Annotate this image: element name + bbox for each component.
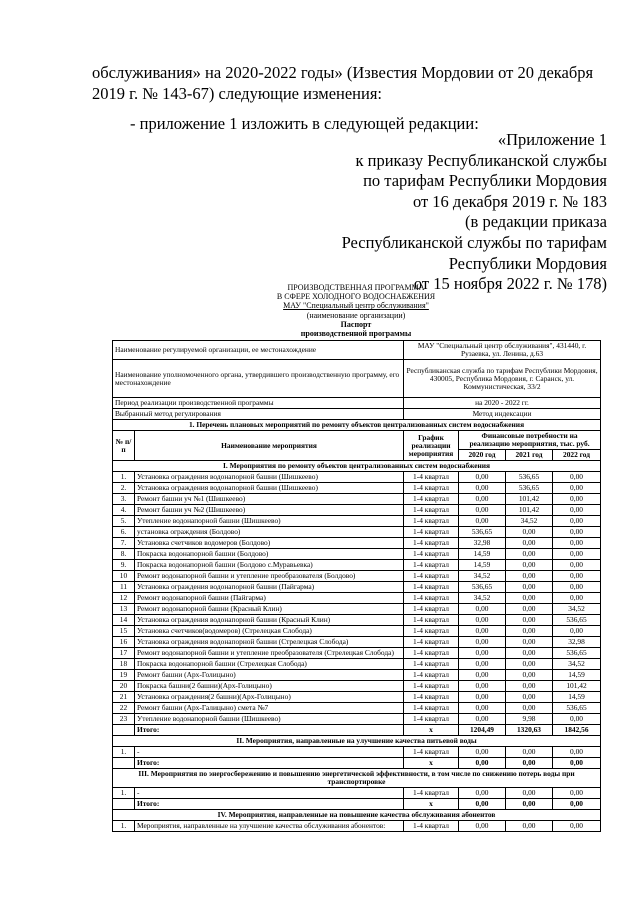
cell-activity: Итого: [135, 725, 404, 736]
cell-2022: 32,98 [553, 637, 601, 648]
subsection-title: IV. Мероприятия, направленные на повышение качества обслуживания абонентов [113, 810, 601, 821]
col-finance-header: Финансовые потребности на реализацию мероприятия, тыс. руб. [459, 431, 601, 450]
appendix-line: по тарифам Республики Мордовия [363, 171, 607, 191]
cell-2022: 0,00 [553, 505, 601, 516]
cell-2022: 0,00 [553, 483, 601, 494]
column-header-row [113, 431, 601, 450]
cell-activity: Ремонт водонапорной башни и утепление преобразователя (Стрелецкая Слобода) [135, 648, 404, 659]
cell-2020: 536,65 [459, 582, 506, 593]
cell-2021: 0,00 [506, 637, 553, 648]
cell-activity: - [135, 788, 404, 799]
cell-2020: 0,00 [459, 483, 506, 494]
cell-2020: 0,00 [459, 637, 506, 648]
cell-2021: 0,00 [506, 681, 553, 692]
cell-activity: Покраска башни(2 башни)(Арх-Голицыно) [135, 681, 404, 692]
appendix-line: Республиканской службы по тарифам [341, 232, 607, 252]
cell-2022: 0,00 [553, 821, 601, 832]
cell-2022: 0,00 [553, 549, 601, 560]
cell-schedule: 1-4 квартал [404, 538, 459, 549]
cell-2020: 0,00 [459, 692, 506, 703]
cell-schedule: 1-4 квартал [404, 714, 459, 725]
cell-schedule: 1-4 квартал [404, 659, 459, 670]
cell-activity: Итого: [135, 799, 404, 810]
subsection-heading [113, 736, 601, 747]
cell-schedule: 1-4 квартал [404, 615, 459, 626]
cell-2020: 0,00 [459, 516, 506, 527]
cell-activity: Покраска водонапорной башни (Болдово) [135, 549, 404, 560]
cell-2020: 34,52 [459, 593, 506, 604]
cell-schedule: 1-4 квартал [404, 788, 459, 799]
program-table [112, 340, 601, 832]
passport-label: Период реализации производственной программы [113, 398, 404, 409]
cell-num: 3. [113, 494, 135, 505]
cell-2021: 0,00 [506, 659, 553, 670]
cell-2021: 0,00 [506, 648, 553, 659]
cell-activity: Ремонт водонапорной башни (Красный Клин) [135, 604, 404, 615]
cell-2021: 536,65 [506, 483, 553, 494]
cell-activity: Установка ограждения водонапорной башни (Пайгарма) [135, 582, 404, 593]
cell-2022: 536,65 [553, 648, 601, 659]
cell-2020: 0,00 [459, 626, 506, 637]
appendix-line: «Приложение 1 [497, 130, 607, 149]
cell-2022: 34,52 [553, 604, 601, 615]
col-year-2022: 2022 год [553, 450, 601, 461]
cell-activity: Мероприятия, направленные на улучшение качества обслуживания абонентов: [135, 821, 404, 832]
cell-activity: Итого: [135, 758, 404, 769]
total-row [113, 725, 601, 736]
table-row [113, 472, 601, 483]
cell-2020: 0,00 [459, 505, 506, 516]
cell-schedule: 1-4 квартал [404, 681, 459, 692]
cell-num: 1. [113, 472, 135, 483]
cell-num: 1. [113, 821, 135, 832]
cell-activity: Ремонт водонапорной башни (Пайгарма) [135, 593, 404, 604]
cell-2021: 0,00 [506, 692, 553, 703]
appendix-line: (в редакции приказа [465, 212, 607, 232]
subsection-heading [113, 810, 601, 821]
cell-2021: 0,00 [506, 615, 553, 626]
passport-value: на 2020 - 2022 гг. [404, 398, 601, 409]
cell-activity: Установка ограждения водонапорной башни (Шишкеево) [135, 483, 404, 494]
cell-2020: 14,59 [459, 549, 506, 560]
col-year-2021: 2021 год [506, 450, 553, 461]
cell-schedule: 1-4 квартал [404, 670, 459, 681]
table-row [113, 505, 601, 516]
cell-2022: 0,00 [553, 582, 601, 593]
cell-activity: Установка ограждения(2 башни)(Арх-Голицыно) [135, 692, 404, 703]
cell-2022: 101,42 [553, 681, 601, 692]
cell-num [113, 799, 135, 810]
cell-num: 1. [113, 788, 135, 799]
intro-paragraph [92, 62, 607, 104]
cell-num: 5. [113, 516, 135, 527]
col-num-header: № п/п [113, 431, 135, 461]
table-row [113, 703, 601, 714]
table-row [113, 538, 601, 549]
cell-2021: 34,52 [506, 516, 553, 527]
cell-2021: 0,00 [506, 604, 553, 615]
passport-row [113, 409, 601, 420]
cell-2020: 0,00 [459, 714, 506, 725]
cell-2022: 34,52 [553, 659, 601, 670]
cell-num [113, 725, 135, 736]
cell-activity: Установка ограждения водонапорной башни (Шишкеево) [135, 472, 404, 483]
table-row [113, 593, 601, 604]
cell-num: 13 [113, 604, 135, 615]
table-row [113, 483, 601, 494]
cell-num: 12 [113, 593, 135, 604]
cell-num: 4. [113, 505, 135, 516]
cell-2020: 0,00 [459, 659, 506, 670]
cell-schedule: 1-4 квартал [404, 593, 459, 604]
table-row [113, 626, 601, 637]
cell-2022: 0,00 [553, 527, 601, 538]
appendix-reference [342, 130, 607, 295]
cell-2021: 0,00 [506, 703, 553, 714]
cell-schedule: 1-4 квартал [404, 527, 459, 538]
cell-2022: 0,00 [553, 472, 601, 483]
cell-2020: 0,00 [459, 604, 506, 615]
cell-2021: 0,00 [506, 582, 553, 593]
cell-num: 14 [113, 615, 135, 626]
cell-2021: 0,00 [506, 571, 553, 582]
appendix-line: от 16 декабря 2019 г. № 183 [412, 191, 607, 211]
cell-2020: 0,00 [459, 615, 506, 626]
cell-2021: 0,00 [506, 821, 553, 832]
passport-label: Наименование регулируемой организации, ее местонахождение [113, 341, 404, 360]
cell-2022: 0,00 [553, 626, 601, 637]
cell-activity: Установка счетчиков(водомеров) (Стрелецкая Слобода) [135, 626, 404, 637]
cell-schedule: 1-4 квартал [404, 516, 459, 527]
cell-schedule: 1-4 квартал [404, 483, 459, 494]
table-row [113, 516, 601, 527]
cell-num: 15 [113, 626, 135, 637]
cell-2020: 34,52 [459, 571, 506, 582]
table-row [113, 527, 601, 538]
cell-activity: Ремонт водонапорной башни и утепление преобразователя (Болдово) [135, 571, 404, 582]
passport-label: Выбранный метод регулирования [113, 409, 404, 420]
cell-2021: 0,00 [506, 799, 553, 810]
table-row [113, 615, 601, 626]
cell-num: 2. [113, 483, 135, 494]
cell-activity: Ремонт башни (Арх-Галицыно) смета №7 [135, 703, 404, 714]
cell-2022: 536,65 [553, 703, 601, 714]
cell-2020: 0,00 [459, 799, 506, 810]
cell-schedule: х [404, 758, 459, 769]
section-title: 1. Перечень плановых мероприятий по ремонту объектов централизованных систем водоснабжения [113, 420, 601, 431]
cell-2021: 101,42 [506, 494, 553, 505]
cell-num: 21 [113, 692, 135, 703]
cell-schedule: 1-4 квартал [404, 472, 459, 483]
cell-2021: 0,00 [506, 560, 553, 571]
cell-2022: 536,65 [553, 615, 601, 626]
appendix-line: к приказу Республиканской службы [355, 150, 607, 170]
cell-num: 16 [113, 637, 135, 648]
cell-2020: 0,00 [459, 821, 506, 832]
table-row [113, 637, 601, 648]
passport-row [113, 360, 601, 398]
cell-num: 19 [113, 670, 135, 681]
cell-2020: 14,59 [459, 560, 506, 571]
cell-num [113, 758, 135, 769]
total-row [113, 758, 601, 769]
cell-schedule: 1-4 квартал [404, 821, 459, 832]
cell-2020: 0,00 [459, 472, 506, 483]
passport-row [113, 341, 601, 360]
section-heading [113, 420, 601, 431]
cell-schedule: 1-4 квартал [404, 747, 459, 758]
cell-activity: Утепление водонапорной башни (Шишкеево) [135, 516, 404, 527]
table-row [113, 571, 601, 582]
cell-2020: 0,00 [459, 648, 506, 659]
cell-schedule: 1-4 квартал [404, 604, 459, 615]
cell-schedule: 1-4 квартал [404, 494, 459, 505]
table-row [113, 692, 601, 703]
cell-2022: 0,00 [553, 571, 601, 582]
cell-activity: установка ограждения (Болдово) [135, 527, 404, 538]
cell-2022: 0,00 [553, 538, 601, 549]
cell-2020: 0,00 [459, 758, 506, 769]
cell-2022: 0,00 [553, 593, 601, 604]
cell-2020: 1204,49 [459, 725, 506, 736]
cell-2022: 0,00 [553, 747, 601, 758]
intro-line: обслуживания» на 2020-2022 годы» (Известия Мордовии от 20 декабря 2019 г. № 143-67) следующие изменения: [92, 63, 594, 103]
cell-2020: 0,00 [459, 747, 506, 758]
cell-2022: 0,00 [553, 714, 601, 725]
cell-2021: 0,00 [506, 670, 553, 681]
program-sphere: В СФЕРЕ ХОЛОДНОГО ВОДОСНАБЖЕНИЯ [276, 292, 436, 302]
cell-2021: 0,00 [506, 758, 553, 769]
appendix-line: от 15 ноября 2022 г. № 178) [413, 274, 607, 294]
cell-schedule: 1-4 квартал [404, 549, 459, 560]
cell-2020: 0,00 [459, 494, 506, 505]
cell-2021: 0,00 [506, 747, 553, 758]
cell-2021: 536,65 [506, 472, 553, 483]
cell-activity: Ремонт башни (Арх-Голицыно) [135, 670, 404, 681]
cell-2022: 14,59 [553, 692, 601, 703]
cell-schedule: х [404, 799, 459, 810]
table-row [113, 714, 601, 725]
cell-2020: 32,98 [459, 538, 506, 549]
cell-2021: 1320,63 [506, 725, 553, 736]
passport-value: Республиканская служба по тарифам Республики Мордовия, 430005, Республика Мордовия, г. Саранск, ул. Коммунистическая, 33/2 [404, 360, 601, 398]
organization-name: МАУ "Специальный центр обслуживания" [283, 301, 429, 311]
cell-2020: 0,00 [459, 703, 506, 714]
col-schedule-header: График реализации мероприятия [404, 431, 459, 461]
col-name-header: Наименование мероприятия [135, 431, 404, 461]
cell-schedule: 1-4 квартал [404, 560, 459, 571]
cell-activity: Покраска водонапорной башни (Болдово с.Муравьевка) [135, 560, 404, 571]
cell-num: 9. [113, 560, 135, 571]
cell-2021: 0,00 [506, 538, 553, 549]
cell-num: 8. [113, 549, 135, 560]
passport-value: Метод индексации [404, 409, 601, 420]
passport-row [113, 398, 601, 409]
cell-2022: 1842,56 [553, 725, 601, 736]
table-row [113, 821, 601, 832]
organization-caption: (наименование организации) [306, 310, 406, 320]
cell-2020: 0,00 [459, 681, 506, 692]
cell-2021: 0,00 [506, 626, 553, 637]
cell-2020: 0,00 [459, 670, 506, 681]
table-row [113, 560, 601, 571]
col-year-2020: 2020 год [459, 450, 506, 461]
cell-num: 18 [113, 659, 135, 670]
subsection-title: I. Мероприятия по ремонту объектов централизованных систем водоснабжения [113, 461, 601, 472]
cell-schedule: 1-4 квартал [404, 703, 459, 714]
passport-value: МАУ "Специальный центр обслуживания", 431440, г. Рузаевка, ул. Ленина, д.63 [404, 341, 601, 360]
cell-2021: 0,00 [506, 527, 553, 538]
subsection-heading [113, 769, 601, 788]
cell-num: 20 [113, 681, 135, 692]
cell-schedule: 1-4 квартал [404, 648, 459, 659]
cell-activity: Установка ограждения водонапорной башни (Стрелецкая Слобода) [135, 637, 404, 648]
total-row [113, 799, 601, 810]
cell-2022: 0,00 [553, 560, 601, 571]
cell-schedule: 1-4 квартал [404, 692, 459, 703]
cell-num: 6. [113, 527, 135, 538]
appendix-line: Республики Мордовия [448, 253, 607, 273]
passport-label: Наименование уполномоченного органа, утвердившего производственную программу, его местонахождение [113, 360, 404, 398]
cell-schedule: х [404, 725, 459, 736]
cell-2022: 14,59 [553, 670, 601, 681]
cell-num: 22 [113, 703, 135, 714]
cell-2022: 0,00 [553, 758, 601, 769]
table-row [113, 604, 601, 615]
table-row [113, 659, 601, 670]
subsection-title: II. Мероприятия, направленные на улучшение качества питьевой воды [113, 736, 601, 747]
cell-num: 23 [113, 714, 135, 725]
cell-schedule: 1-4 квартал [404, 505, 459, 516]
cell-2022: 0,00 [553, 799, 601, 810]
cell-schedule: 1-4 квартал [404, 626, 459, 637]
cell-schedule: 1-4 квартал [404, 582, 459, 593]
cell-activity: Ремонт башни уч №2 (Шишкеево) [135, 505, 404, 516]
table-row [113, 494, 601, 505]
passport-title: Паспорт [340, 319, 372, 329]
subsection-title: III. Мероприятия по энергосбережению и повышению энергетической эффективности, в том числе по снижению потерь воды при транспортировке [113, 769, 601, 788]
cell-2020: 0,00 [459, 788, 506, 799]
cell-2021: 0,00 [506, 593, 553, 604]
cell-activity: Установка счетчиков водомеров (Болдово) [135, 538, 404, 549]
cell-2021: 101,42 [506, 505, 553, 516]
cell-2022: 0,00 [553, 494, 601, 505]
table-row [113, 670, 601, 681]
table-row [113, 788, 601, 799]
cell-activity: Ремонт башни уч №1 (Шишкеево) [135, 494, 404, 505]
cell-activity: - [135, 747, 404, 758]
program-header [112, 283, 600, 338]
subsection-heading [113, 461, 601, 472]
table-row [113, 648, 601, 659]
cell-2021: 9,98 [506, 714, 553, 725]
cell-num: 7. [113, 538, 135, 549]
cell-2020: 536,65 [459, 527, 506, 538]
cell-activity: Установка ограждения водонапорной башни (Красный Клин) [135, 615, 404, 626]
cell-activity: Покраска водонапорной башни (Стрелецкая Слобода) [135, 659, 404, 670]
table-row [113, 582, 601, 593]
cell-activity: Утепление водонапорной башни (Шишкеево) [135, 714, 404, 725]
cell-num: 1. [113, 747, 135, 758]
cell-2021: 0,00 [506, 549, 553, 560]
table-row [113, 747, 601, 758]
cell-schedule: 1-4 квартал [404, 571, 459, 582]
table-row [113, 681, 601, 692]
cell-schedule: 1-4 квартал [404, 637, 459, 648]
program-title: ПРОИЗВОДСТВЕННАЯ ПРОГРАММА [287, 283, 425, 292]
cell-num: 10 [113, 571, 135, 582]
amendment-line: - приложение 1 изложить в следующей редакции: [130, 114, 479, 133]
table-row [113, 549, 601, 560]
passport-subtitle: производственной программы [300, 329, 412, 339]
cell-2022: 0,00 [553, 516, 601, 527]
cell-2022: 0,00 [553, 788, 601, 799]
cell-num: 17 [113, 648, 135, 659]
cell-num: 11 [113, 582, 135, 593]
cell-2021: 0,00 [506, 788, 553, 799]
